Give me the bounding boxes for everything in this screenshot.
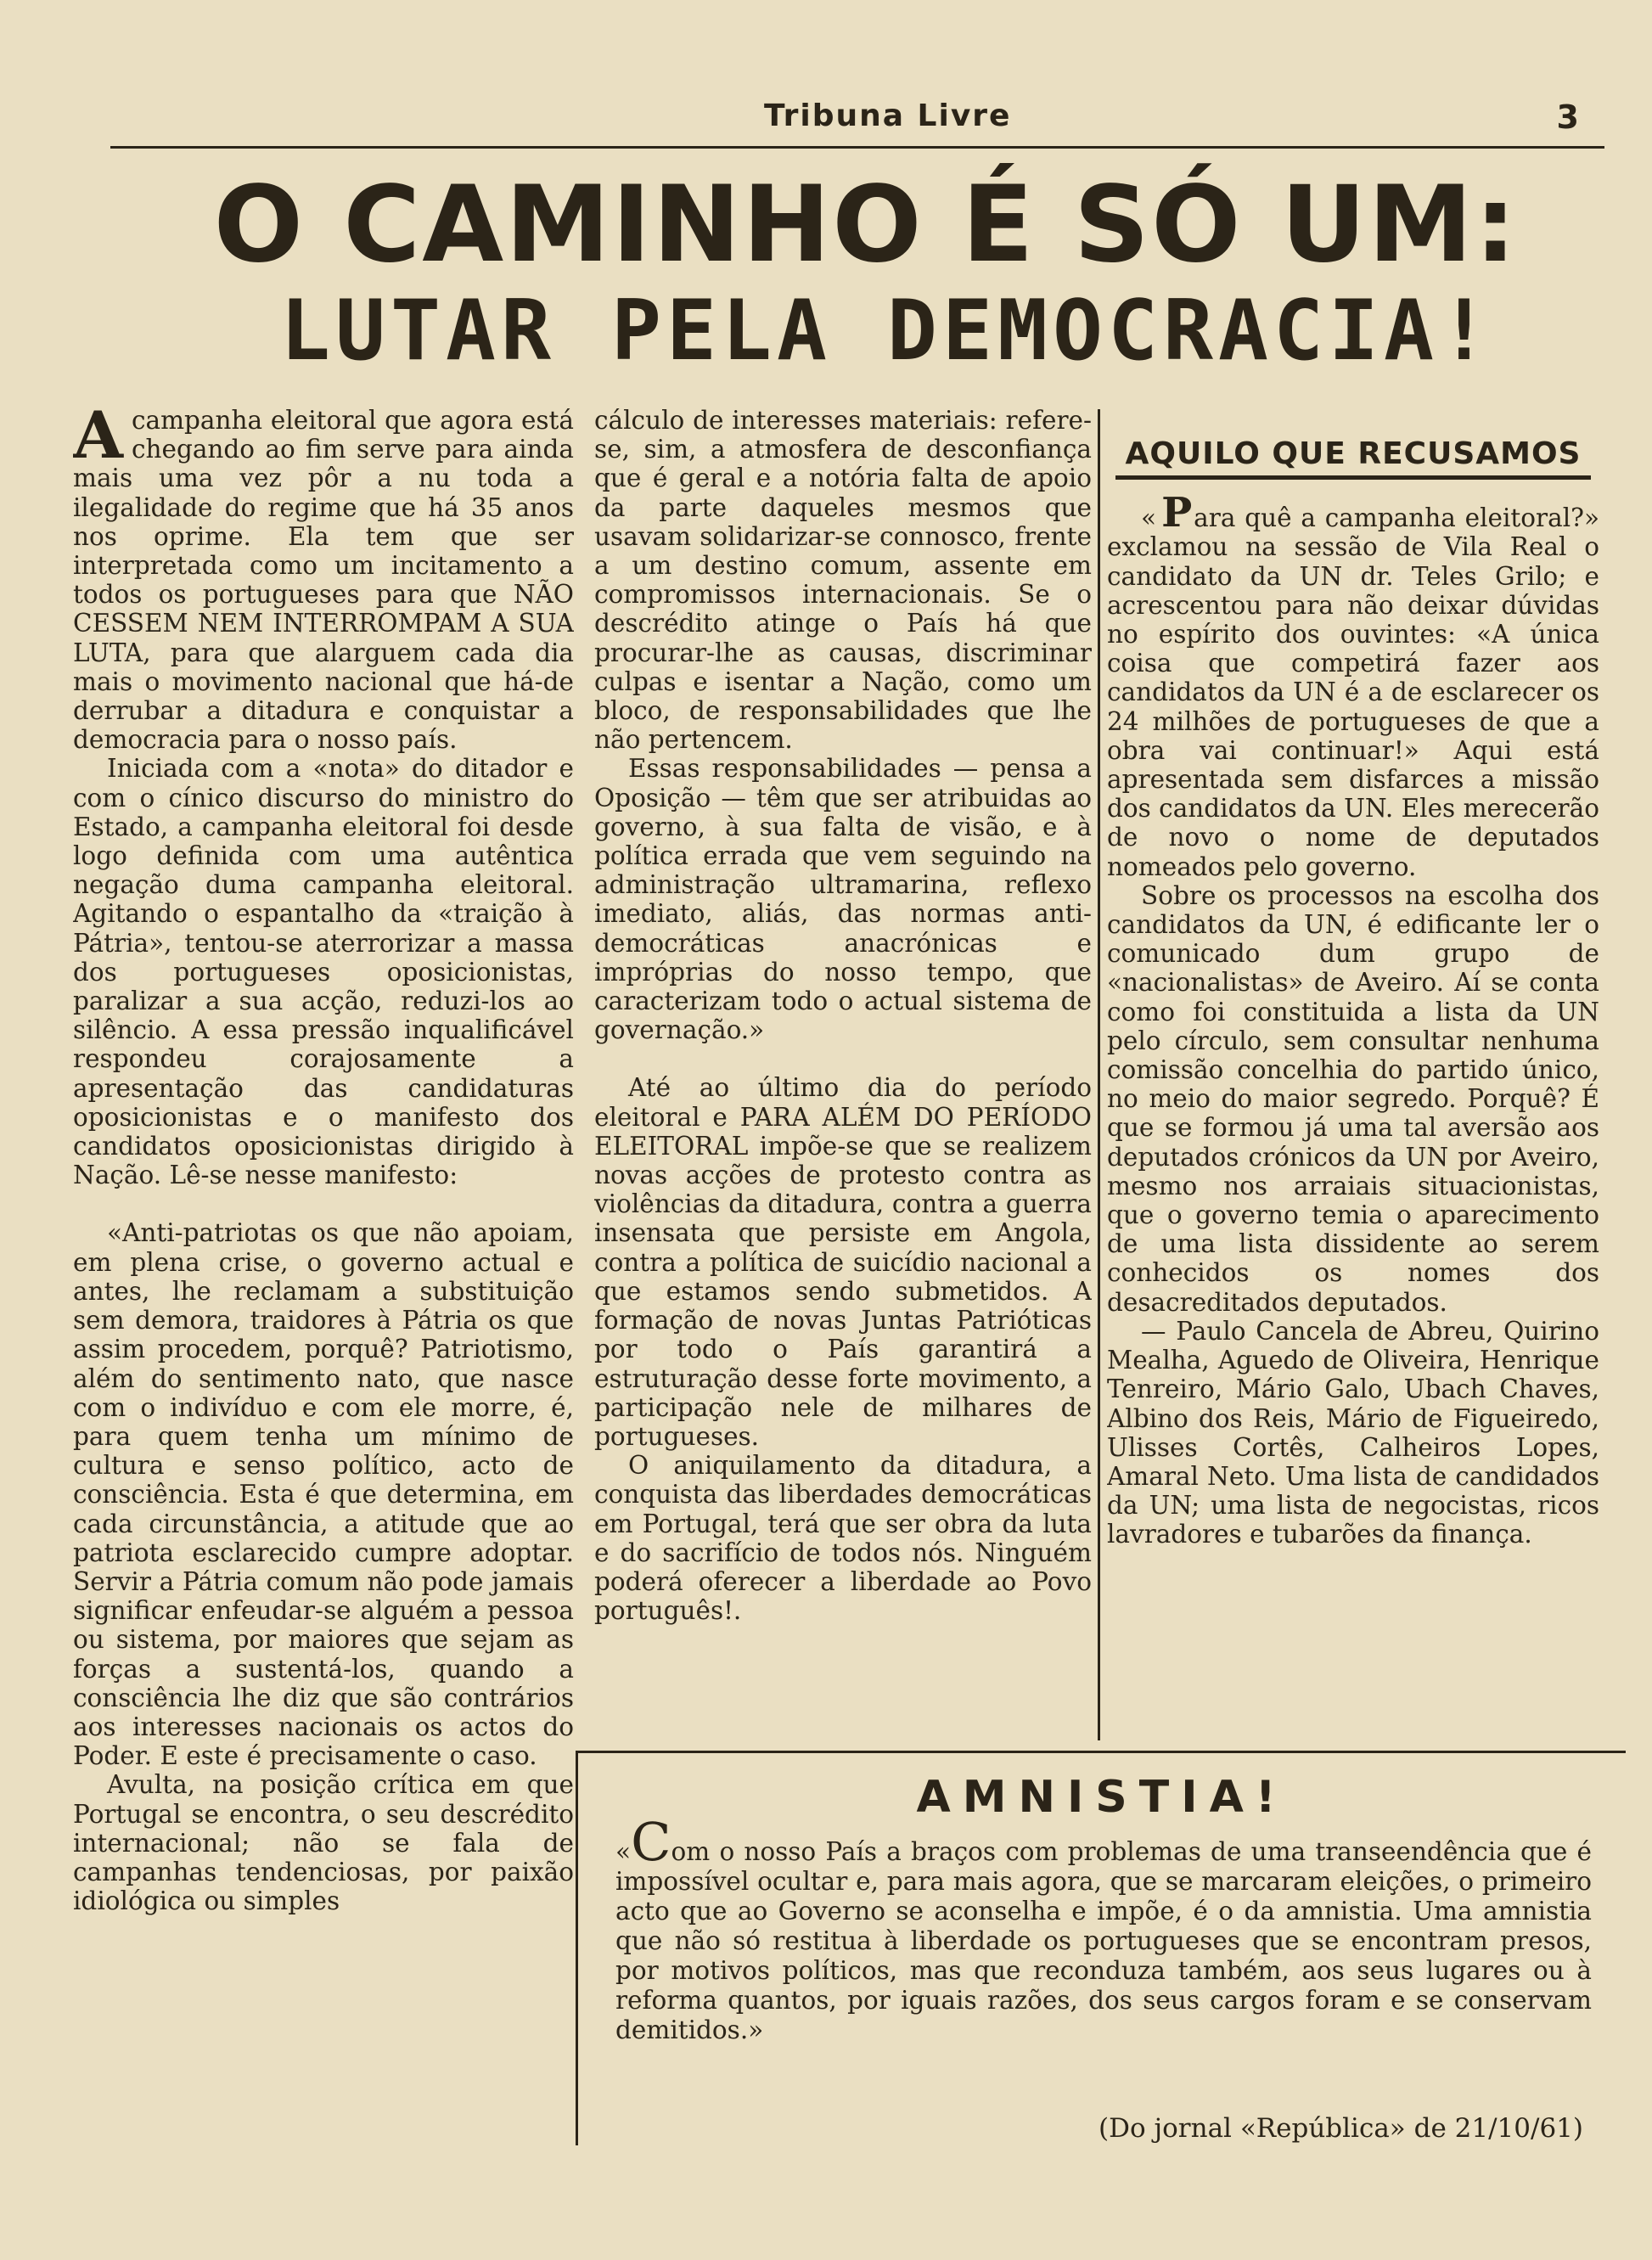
running-title: Tribuna Livre <box>764 98 1012 133</box>
article-column-2 <box>594 406 1092 1739</box>
header-rule <box>110 146 1604 149</box>
drop-cap: P <box>1161 489 1193 537</box>
amnesty-text: om o nosso País a braços com problemas de uma transeendência que é impossível ocultar e, para mais agora, que se marcaram eleições, o primeiro acto que ao Governo se aconselha e impõe, é o da amnistia. Uma amnistia que não só restitua à liberdade os portugueses que se encontram presos, por motivos políticos, mas que reconduza também, aos seus lugares ou à reforma quantos, por iguais razões, dos seus cargos foram e se conservam demitidos.» <box>615 1837 1592 2044</box>
article-column-1 <box>73 406 574 2125</box>
article-paragraph: O aniquilamento da ditadura, a conquista das liberdades democráticas em Portugal, terá que ser obra da luta e do sacrifício de todos nós. Ninguém poderá oferecer a liberdade ao Povo português!. <box>594 1451 1092 1626</box>
drop-cap: C <box>631 1811 671 1873</box>
open-quote: « <box>1141 503 1157 533</box>
sidebar-paragraph: — Paulo Cancela de Abreu, Quirino Mealha, Aguedo de Oliveira, Henrique Tenreiro, Mário Galo, Ubach Chaves, Albino dos Reis, Mário de Figueiredo, Ulisses Cortês, Calheiros Lopes, Amaral Neto. Uma lista de candidados da UN; uma lista de negocistas, ricos lavradores e tubarões da finança. <box>1107 1316 1599 1549</box>
article-paragraph: Até ao último dia do período eleitoral e PARA ALÉM DO PERÍODO ELEITORAL impõe-se que se realizem novas acções de protesto contra as violências da ditadura, contra a guerra insensata que persiste em Angola, contra a política de suicídio nacional a que estamos sendo submetidos. A formação de novas Juntas Patrióticas por todo o País garantirá a estruturação desse forte movimento, a participação nele de milhares de portugueses. <box>594 1073 1092 1451</box>
article-paragraph: campanha eleitoral que agora está chegando ao fim serve para ainda mais uma vez pôr a nu toda a ilegalidade do regime que há 35 anos nos oprime. Ela tem que ser interpretada como um incitamento a todos os portugueses para que NÃO CESSEM NEM INTERROMPAM A SUA LUTA, para que alarguem cada dia mais o movimento nacional que há-de derrubar a ditadura e conquistar a democracia para o nosso país. <box>73 406 574 755</box>
column-divider <box>1098 409 1100 1740</box>
amnesty-box <box>576 1751 1626 2145</box>
article-paragraph: Avulta, na posição crítica em que Portugal se encontra, o seu descrédito internacional; não se fala de campanhas tendenciosas, por paixão idiológica ou simples <box>73 1770 574 1916</box>
headline-main: O CAMINHO É SÓ UM: <box>213 164 1519 286</box>
page-header <box>110 93 1604 144</box>
article-paragraph: Essas responsabilidades — pensa a Oposição — têm que ser atribuidas ao governo, à sua falta de visão, e à política errada que vem seguindo na administração ultramarina, reflexo imediato, aliás, das normas anti-democráticas anacrónicas e impróprias do nosso tempo, que caracterizam todo o actual sistema de governação.» <box>594 754 1092 1045</box>
drop-cap: A <box>73 406 123 473</box>
amnesty-title: AMNISTIA! <box>916 1772 1288 1823</box>
sidebar-title-rule <box>1115 475 1591 480</box>
article-paragraph: cálculo de interesses materiais: refere-se, sim, a atmosfera de desconfiança que é geral e a notória falta de apoio da parte daqueles mesmos que usavam solidarizar-se connosco, frente a um destino comum, assente em compromissos internacionais. Se o descrédito atinge o País há que procurar-lhe as causas, discriminar culpas e isentar a Nação, como um bloco, de responsabilidades que lhe não pertencem. <box>594 406 1092 755</box>
article-paragraph: Iniciada com a «nota» do ditador e com o cínico discurso do ministro do Estado, a campanha eleitoral foi desde logo definida com uma autêntica negação duma campanha eleitoral. Agitando o espantalho da «traição à Pátria», tentou-se aterrorizar a massa dos portugueses oposicionistas, paralizar a sua acção, reduzi-los ao silêncio. A essa pressão inqualificável respondeu corajosamente a apresentação das candidaturas oposicionistas e o manifesto dos candidatos oposicionistas dirigido à Nação. Lê-se nesse manifesto: <box>73 754 574 1190</box>
page-number: 3 <box>1556 98 1579 136</box>
manifesto-quote: «Anti-patriotas os que não apoiam, em plena crise, o governo actual e antes, lhe reclamam a substituição sem demora, traidores à Pátria os que assim procedem, porquê? Patriotismo, além do sentimento nato, que nasce com o indivíduo e com ele morre, é, para quem tenha um mínimo de cultura e senso político, acto de consciência. Esta é que determina, em cada circunstância, a atitude que ao patriota esclarecido cumpre adoptar. Servir a Pátria comum não pode jamais significar enfeudar-se alguém a pessoa ou sistema, por maiores que sejam as forças a sustentá-los, quando a consciência lhe diz que são contrários aos interesses nacionais os actos do Poder. E este é precisamente o caso. <box>73 1218 574 1771</box>
open-quote: « <box>615 1837 632 1866</box>
sidebar-title: AQUILO QUE RECUSAMOS <box>1125 436 1582 471</box>
sidebar-paragraph: ara quê a campanha eleitoral?» exclamou na sessão de Vila Real o candidato da UN dr. Teles Grilo; e acrescentou para não deixar dúvidas no espírito dos ouvintes: «A única coisa que competirá fazer aos candidatos da UN é a de esclarecer os 24 milhões de portugueses de que a obra vai continuar!» Aqui está apresentada sem disfarces a missão dos candidatos da UN. Eles merecerão de novo o nome de deputados nomeados pelo governo. <box>1107 503 1599 881</box>
sidebar-paragraph: Sobre os processos na escolha dos candidatos da UN, é edificante ler o comunicado dum grupo de «nacionalistas» de Aveiro. Aí se conta como foi constituida a lista da UN pelo círculo, sem consultar nenhuma comissão concelhia do partido único, no meio do maior segredo. Porquê? É que se formou já uma tal aversão aos deputados crónicos da UN por Aveiro, mesmo nos arraiais situacionistas, que o governo temia o aparecimento de uma lista dissidente ao serem conhecidos os nomes dos desacreditados deputados. <box>1107 880 1599 1317</box>
headline-sub: LUTAR PELA DEMOCRACIA! <box>280 283 1495 379</box>
sidebar-box <box>1107 406 1599 1739</box>
amnesty-source: (Do jornal «República» de 21/10/61) <box>1099 2113 1583 2144</box>
